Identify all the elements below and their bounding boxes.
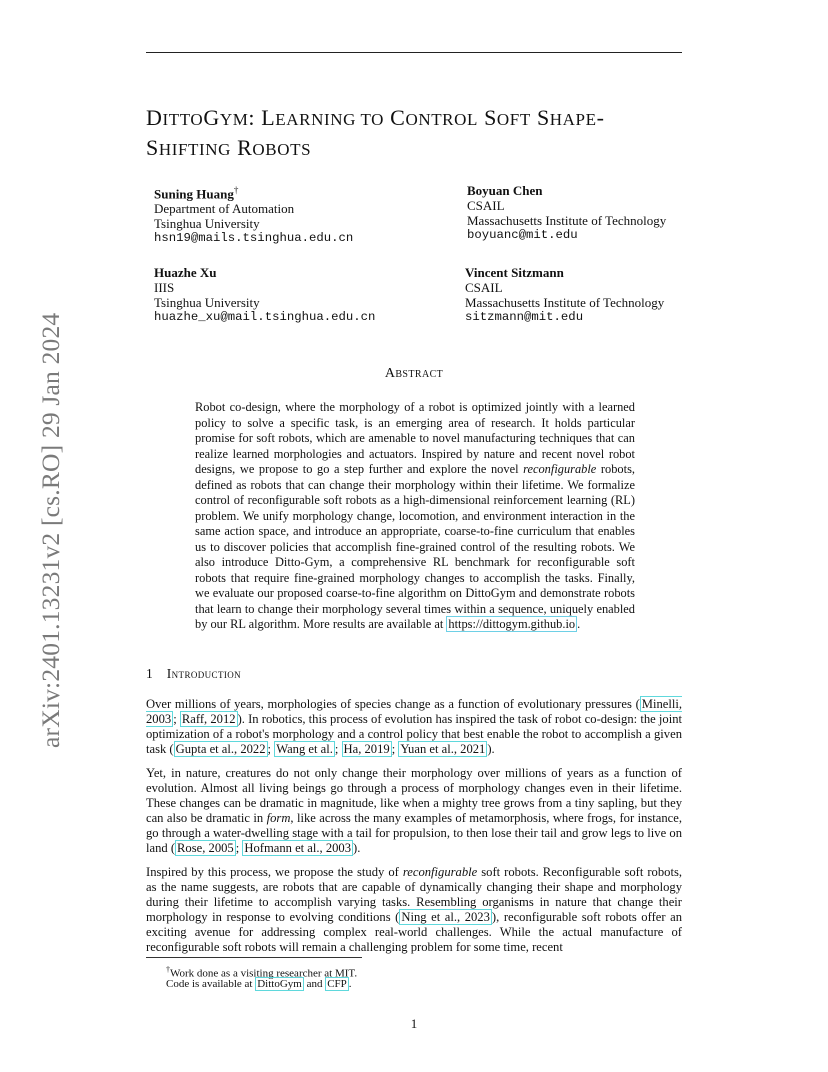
intro-paragraph-2: Yet, in nature, creatures do not only change their morphology over millions of years as a function of evolution. Almost all living beings go through a process of morphology changes even in their lifetime. These changes can be dramatic in magnitude, like when a mighty tree grows from a tiny sapling, but they can also be dramatic in form, like across the many examples of metamorphosis, where frogs, for instance, go through a water-dwelling stage with a tail for propulsion, to then lose their tail and grow legs to live on land ( Rose, 2005 ; Hofmann et al., 2003 ). xyxy=(146,766,682,856)
author-email[interactable]: huazhe_xu@mail.tsinghua.edu.cn xyxy=(154,310,376,324)
author-name: Suning Huang xyxy=(154,186,234,202)
citation-link[interactable]: Raff, 2012 xyxy=(181,712,236,727)
author-affiliation: CSAIL xyxy=(467,198,505,213)
author-block xyxy=(467,183,666,243)
footnote-1: †Work done as a visiting researcher at MIT. xyxy=(166,965,358,980)
intro-paragraph-1: Over millions of years, morphologies of species change as a function of evolutionary pressures ( Minelli, 2003 ; Raff, 2012 ). In robotics, this process of evolution has inspired the task of robot co-design: the joint optimization of a robot's morphology and a control policy that best enable the robot to accomplish a given task ( Gupta et al., 2022 ; Wang et al. ; Ha, 2019 ; Yuan et al., 2021 ). xyxy=(146,697,682,757)
title-line-2: SHIFTING ROBOTS xyxy=(146,135,312,160)
author-affiliation: Tsinghua University xyxy=(154,216,260,232)
author-email[interactable]: hsn19@mails.tsinghua.edu.cn xyxy=(154,231,354,246)
author-block xyxy=(154,183,353,246)
author-email[interactable]: boyuanc@mit.edu xyxy=(467,228,578,242)
section-title: Introduction xyxy=(166,666,242,681)
footnote-2: Code is available at DittoGym and CFP . xyxy=(166,978,352,990)
author-affiliation: Department of Automation xyxy=(154,201,295,217)
author-email[interactable]: sitzmann@mit.edu xyxy=(465,310,584,324)
author-affiliation: CSAIL xyxy=(465,280,503,295)
citation-link[interactable]: Yuan et al., 2021 xyxy=(400,742,486,757)
author-affiliation: Tsinghua University xyxy=(154,295,260,310)
paper-title xyxy=(146,104,706,164)
author-affiliation: IIIS xyxy=(154,280,175,295)
section-number: 1 xyxy=(146,666,153,681)
abstract-body: Robot co-design, where the morphology of a robot is optimized jointly with a learned policy to solve a specific task, is an emerging area of research. It holds particular promise for soft robots, which are amenable to novel manufacturing techniques that can realize learned morphologies and actuators. Inspired by nature and recent novel robot designs, we propose to go a step further and explore the novel reconfigurable robots, defined as robots that can change their morphology within their lifetime. We formalize control of reconfigurable soft robots as a high-dimensional reinforcement learning (RL) problem. We unify morphology change, locomotion, and environment interaction in the same action space, and introduce an appropriate, coarse-to-fine curriculum that enables us to discover policies that accomplish fine-grained control of the resulting robots. We also introduce Ditto-Gym, a comprehensive RL benchmark for reconfigurable soft robots that require fine-grained morphology changes to accomplish the tasks. Finally, we evaluate our proposed coarse-to-fine algorithm on DittoGym and demonstrate robots that learn to change their morphology several times within a sequence, uniquely enabled by our RL algorithm. More results are available at https://dittogym.github.io . xyxy=(195,400,635,631)
header-rule xyxy=(146,52,682,53)
page-number: 1 xyxy=(410,1016,418,1031)
author-name: Huazhe Xu xyxy=(154,265,217,280)
section-heading-introduction xyxy=(146,666,241,682)
dittogym-code-link[interactable]: DittoGym xyxy=(257,978,302,990)
author-name: Boyuan Chen xyxy=(467,183,543,198)
citation-link[interactable]: Rose, 2005 xyxy=(177,841,234,856)
citation-link[interactable]: Ha, 2019 xyxy=(343,742,390,757)
author-affiliation: Massachusetts Institute of Technology xyxy=(467,213,667,228)
citation-link[interactable]: Hofmann et al., 2003 xyxy=(244,841,352,856)
project-url-link[interactable]: https://dittogym.github.io xyxy=(448,617,576,631)
arxiv-identifier-text: arXiv:2401.13231v2 [cs.RO] 29 Jan 2024 xyxy=(36,312,65,748)
footnote-rule xyxy=(146,957,362,958)
citation-link[interactable]: Gupta et al., 2022 xyxy=(175,742,266,757)
citation-link[interactable]: Ning et al., 2023 xyxy=(401,910,490,925)
author-name: Vincent Sitzmann xyxy=(465,265,564,280)
citation-link[interactable]: Minelli, 2003 xyxy=(146,697,682,727)
footnote-mark: † xyxy=(166,965,170,974)
author-affiliation: Massachusetts Institute of Technology xyxy=(465,295,665,310)
intro-paragraph-3: Inspired by this process, we propose the study of reconfigurable soft robots. Reconfigurable soft robots, as the name suggests, are robots that are capable of dynamically changing their shape and morphology during their lifetime to accomplish varying tasks. Resembling organisms in nature that change their morphology in response to evolving conditions ( Ning et al., 2023 ), reconfigurable soft robots offer an exciting avenue for addressing complex real-world challenges. While the actual manufacture of reconfigurable soft robots will remain a challenging problem for some time, recent xyxy=(146,865,682,955)
abstract-heading: Abstract xyxy=(384,366,444,381)
citation-link[interactable]: Wang et al. xyxy=(276,742,333,757)
cfp-code-link[interactable]: CFP xyxy=(327,978,347,990)
author-block xyxy=(154,265,375,325)
author-footnote-mark: † xyxy=(233,185,239,195)
title-line-1: DITTOGYM: LEARNING TO CONTROL SOFT SHAPE- xyxy=(146,105,605,130)
author-block xyxy=(465,265,664,325)
